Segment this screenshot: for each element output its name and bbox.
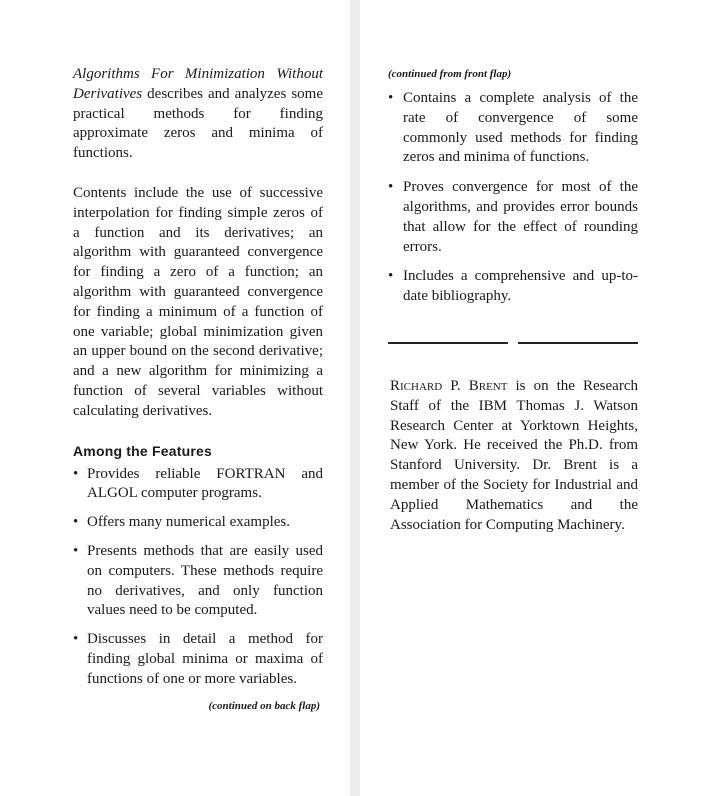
bullet-icon: • <box>73 631 79 648</box>
bullet-icon: • <box>388 90 394 106</box>
list-item: • Discusses in detail a method for finding global minima or maxima of functions of one or more variables. <box>73 631 323 687</box>
author-bio-text: is on the Research Staff of the IBM Thomas J. Watson Research Center at Yorktown Heights, New York. He received the Ph.D. from Stanford University. Dr. Brent is a member of the Society for Industrial and Applied Mathematics and the Association for Computing Machinery. <box>390 378 638 533</box>
divider-rule-right <box>518 342 638 344</box>
list-item: • Presents methods that are easily used on computers. These methods require no derivatives, and only function values need to be computed. <box>73 542 323 619</box>
continued-on-back-note: (continued on back flap) <box>208 699 320 712</box>
list-item: • Offers many numerical examples. <box>73 513 323 533</box>
front-flap-column <box>73 65 323 713</box>
list-item: • Includes a comprehensive and up-to-date bibliography. <box>388 268 638 305</box>
bullet-icon: • <box>73 542 79 559</box>
book-title: Algorithms For Minimization Without Derivatives <box>73 66 323 102</box>
author-bio <box>390 377 638 535</box>
bullet-icon: • <box>388 268 394 285</box>
list-item: • Contains a complete analysis of the rate of convergence of some commonly used methods for finding zeros and minima of functions. <box>388 90 638 166</box>
divider-rule-left <box>388 342 508 344</box>
section-divider <box>388 340 638 346</box>
list-item: • Proves convergence for most of the algorithms, and provides error bounds that allow for the effect of rounding errors. <box>388 179 638 255</box>
author-name: Richard P. Brent <box>390 378 508 394</box>
intro-text: describes and analyzes some practical methods for finding approximate zeros and minima of functions. <box>73 85 323 162</box>
bullet-icon: • <box>73 514 79 531</box>
back-flap-column <box>388 67 638 317</box>
features-heading: Among the Features <box>73 442 212 459</box>
contents-paragraph: Contents include the use of successive interpolation for finding simple zeros of a function and its derivatives; an algorithm with guaranteed convergence for finding a zero of a function; an algorithm with guaranteed convergence for finding a minimum of a function of one variable; global minimization given an upper bound on the second derivative; and a new algorithm for minimizing a function of several variables without calculating derivatives. <box>73 184 323 419</box>
features-continued-list <box>388 89 638 307</box>
features-list <box>73 465 323 690</box>
list-item: • Provides reliable FORTRAN and ALGOL computer programs. <box>73 465 323 502</box>
intro-paragraph <box>73 65 323 164</box>
bullet-icon: • <box>73 465 79 482</box>
page-gutter <box>350 0 360 796</box>
continued-from-front-note: (continued from front flap) <box>388 68 512 80</box>
bullet-icon: • <box>388 179 394 196</box>
